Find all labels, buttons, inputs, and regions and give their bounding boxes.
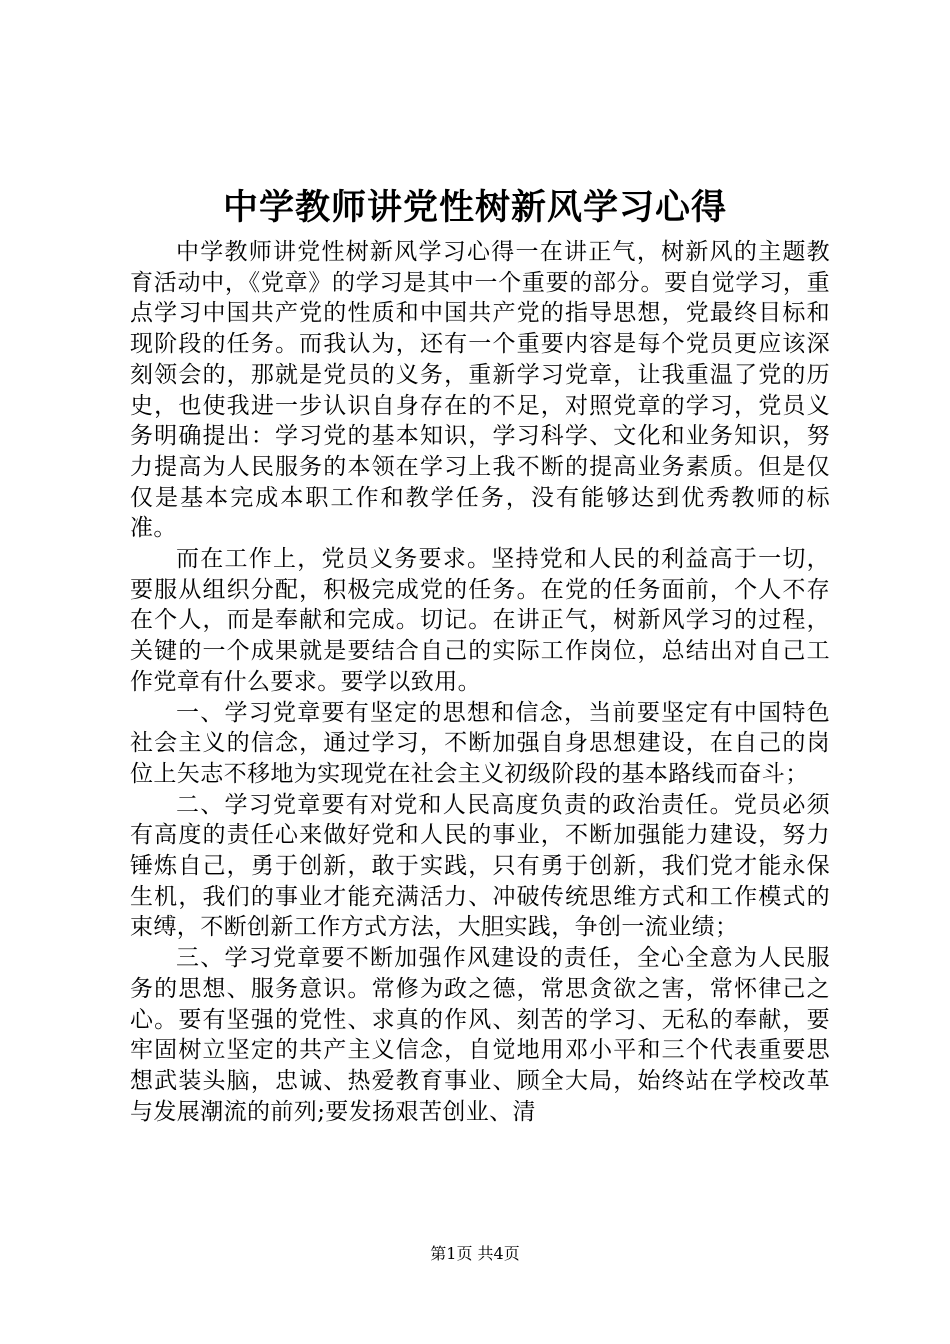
paragraph: 而在工作上，党员义务要求。坚持党和人民的利益高于一切，要服从组织分配，积极完成党的任务。在党的任务面前，个人不存在个人，而是奉献和完成。切记。在讲正气，树新风学习的过程，关键的一个成果就是要结合自己的实际工作岗位，总结出对自己工作党章有什么要求。要学以致用。	[130, 546, 830, 695]
paragraph: 三、学习党章要不断加强作风建设的责任，全心全意为人民服务的思想、服务意识。常修为政之德，常思贪欲之害，常怀律己之心。要有坚强的党性、求真的作风、刻苦的学习、无私的奉献，要牢固树立坚定的共产主义信念，自觉地用邓小平和三个代表重要思想武装头脑，忠诚、热爱教育事业、顾全大局，始终站在学校改革与发展潮流的前列;要发扬艰苦创业、清	[130, 945, 830, 1125]
paragraph: 二、学习党章要有对党和人民高度负责的政治责任。党员必须有高度的责任心来做好党和人民的事业，不断加强能力建设，努力锤炼自己，勇于创新，敢于实践，只有勇于创新，我们党才能永保生机，我们的事业才能充满活力、冲破传统思维方式和工作模式的束缚，不断创新工作方式方法，大胆实践，争创一流业绩；	[130, 791, 830, 941]
document-title: 中学教师讲党性树新风学习心得	[222, 187, 727, 228]
document-body	[130, 237, 830, 1127]
page-number-footer: 第1页 共4页	[430, 1244, 520, 1263]
paragraph: 一、学习党章要有坚定的思想和信念，当前要坚定有中国特色社会主义的信念，通过学习，不断加强自身思想建设，在自己的岗位上矢志不移地为实现党在社会主义初级阶段的基本路线而奋斗；	[130, 699, 830, 787]
paragraph: 中学教师讲党性树新风学习心得一在讲正气，树新风的主题教育活动中，《党章》的学习是其中一个重要的部分。要自觉学习，重点学习中国共产党的性质和中国共产党的指导思想，党最终目标和现阶段的任务。而我认为，还有一个重要内容是每个党员更应该深刻领会的，那就是党员的义务，重新学习党章，让我重温了党的历史，也使我进一步认识自身存在的不足，对照党章的学习，党员义务明确提出：学习党的基本知识，学习科学、文化和业务知识，努力提高为人民服务的本领在学习上我不断的提高业务素质。但是仅仅是基本完成本职工作和教学任务，没有能够达到优秀教师的标准。	[130, 239, 830, 542]
